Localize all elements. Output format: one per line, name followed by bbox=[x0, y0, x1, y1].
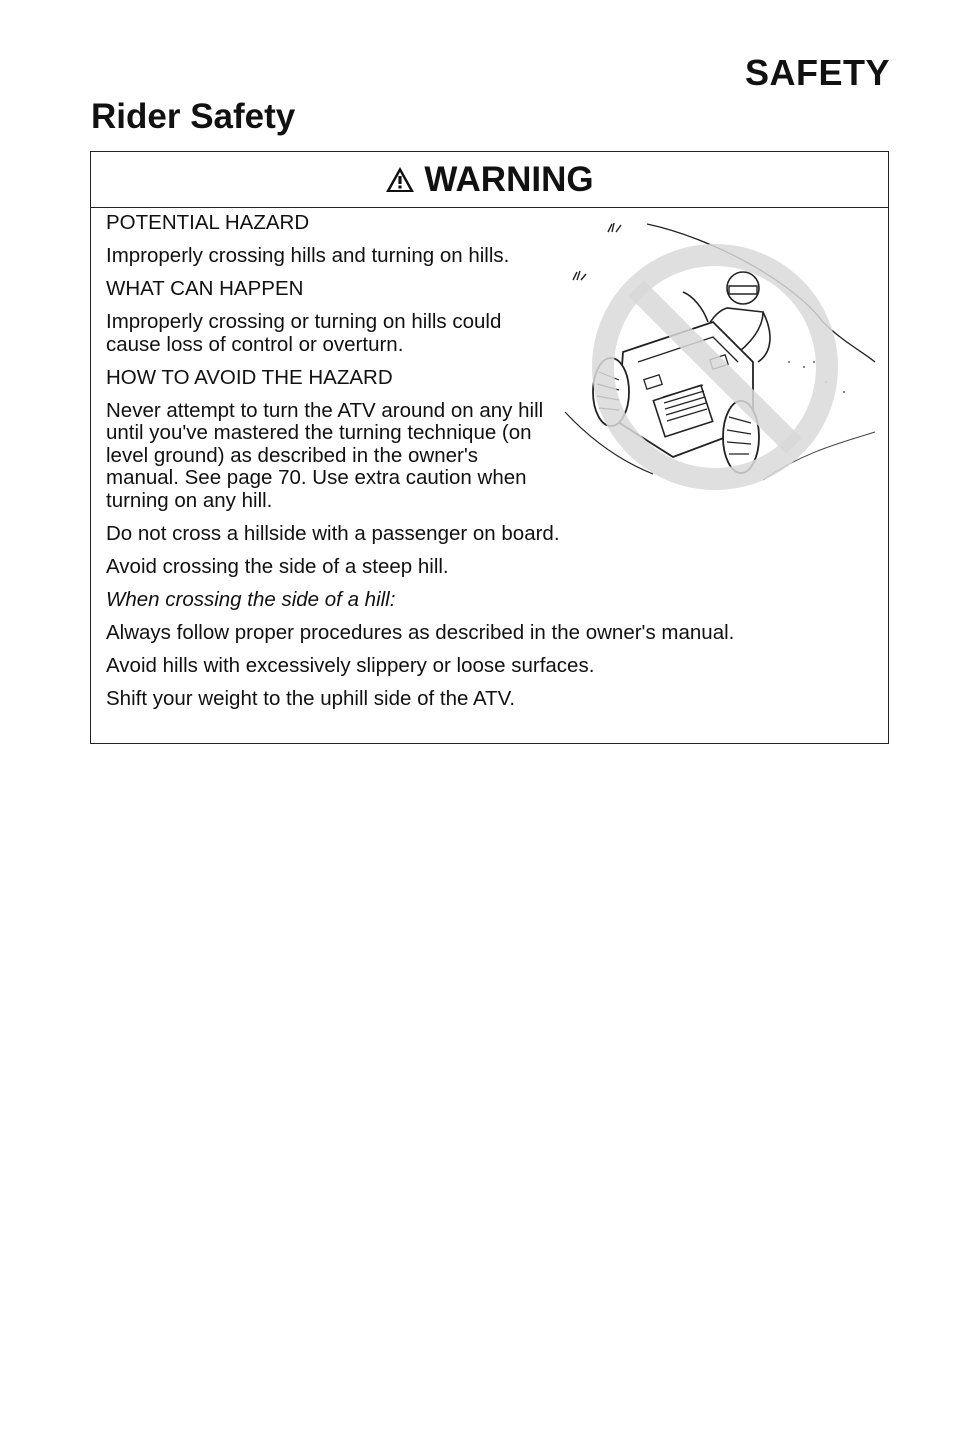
warning-title: WARNING bbox=[424, 159, 594, 199]
section-header: SAFETY bbox=[744, 52, 890, 93]
slippery-line: Avoid hills with excessively slippery or loose surfaces. bbox=[106, 653, 595, 677]
procedures-line: Always follow proper procedures as described in the owner's manual. bbox=[106, 620, 735, 644]
how-to-avoid-label: HOW TO AVOID THE HAZARD bbox=[106, 365, 393, 389]
warning-triangle-icon bbox=[385, 166, 415, 193]
weight-line: Shift your weight to the uphill side of the ATV. bbox=[106, 686, 516, 710]
page-title: Rider Safety bbox=[91, 97, 296, 136]
how-to-avoid-text: Never attempt to turn the ATV around on any hill until you've mastered the turning technique (on level ground) as described in the owner's manual. See page 70. Use extra caution when turning on any hill. bbox=[106, 398, 544, 512]
steep-hill-line: Avoid crossing the side of a steep hill. bbox=[106, 554, 449, 578]
what-can-happen-text: Improperly crossing or turning on hills could cause loss of control or overturn. bbox=[106, 310, 502, 356]
crossing-heading: When crossing the side of a hill: bbox=[106, 587, 396, 611]
potential-hazard-label: POTENTIAL HAZARD bbox=[106, 211, 310, 234]
what-can-happen-label: WHAT CAN HAPPEN bbox=[106, 277, 304, 300]
warning-body bbox=[91, 208, 888, 710]
warning-box bbox=[90, 151, 889, 744]
atv-prohibited-illustration bbox=[563, 212, 879, 502]
potential-hazard-text: Improperly crossing hills and turning on hills. bbox=[106, 244, 510, 267]
warning-header bbox=[91, 152, 888, 208]
passenger-line: Do not cross a hillside with a passenger on board. bbox=[106, 521, 560, 545]
